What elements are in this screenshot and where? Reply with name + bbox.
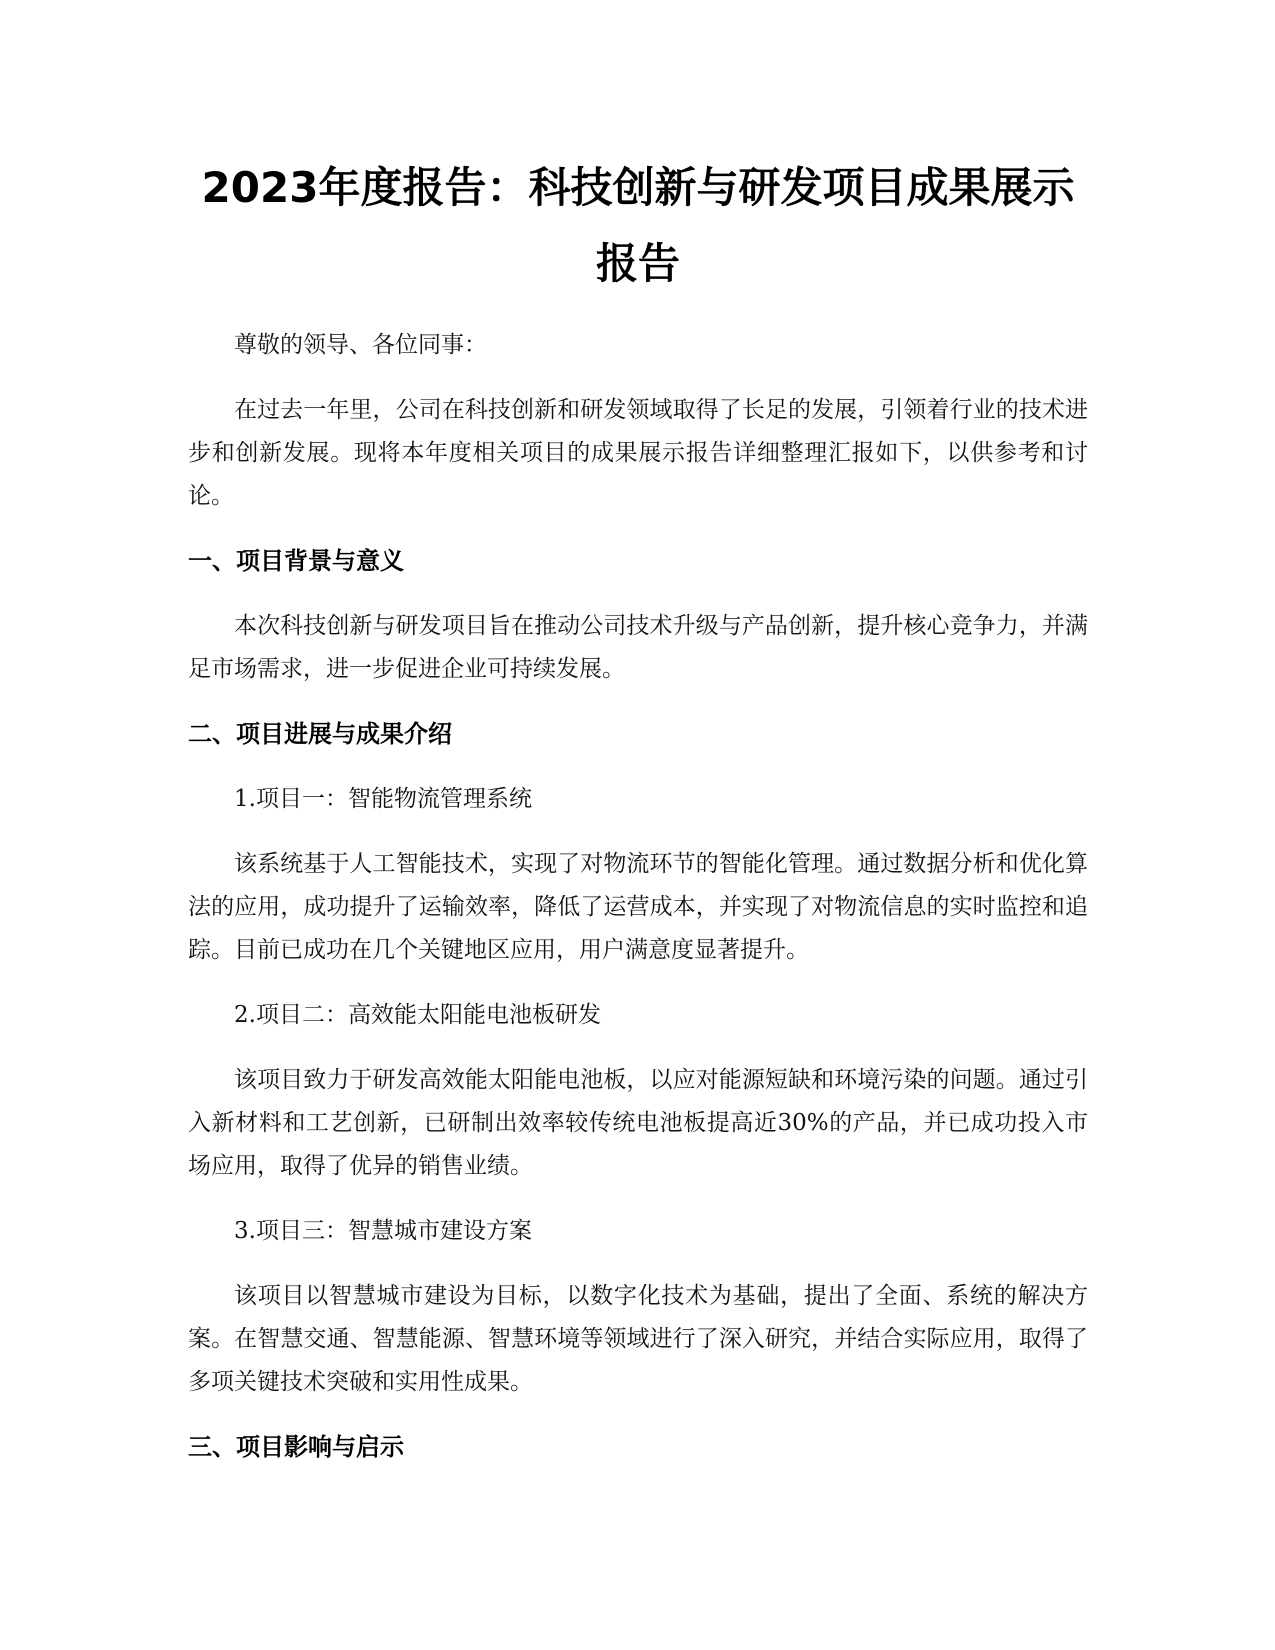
- intro-paragraph: 在过去一年里，公司在科技创新和研发领域取得了长足的发展，引领着行业的技术进步和创新发展。现将本年度相关项目的成果展示报告详细整理汇报如下，以供参考和讨论。: [188, 397, 1088, 509]
- greeting: 尊敬的领导、各位同事：: [234, 332, 487, 358]
- section-heading-progress: 二、项目进展与成果介绍: [188, 720, 452, 748]
- section-heading-background: 一、项目背景与意义: [188, 547, 404, 575]
- project-1-description: 该系统基于人工智能技术，实现了对物流环节的智能化管理。通过数据分析和优化算法的应用，成功提升了运输效率，降低了运营成本，并实现了对物流信息的实时监控和追踪。目前已成功在几个关键地区应用，用户满意度显著提升。: [188, 851, 1088, 963]
- document-title: 2023年度报告：科技创新与研发项目成果展示报告: [201, 163, 1075, 288]
- project-3-description: 该项目以智慧城市建设为目标，以数字化技术为基础，提出了全面、系统的解决方案。在智慧交通、智慧能源、智慧环境等领域进行了深入研究，并结合实际应用，取得了多项关键技术突破和实用性成果。: [188, 1283, 1088, 1395]
- project-3-label: 3.项目三：智慧城市建设方案: [234, 1218, 532, 1244]
- project-2-label: 2.项目二：高效能太阳能电池板研发: [234, 1002, 601, 1028]
- document-body: [188, 150, 1088, 1491]
- project-1-label: 1.项目一：智能物流管理系统: [234, 786, 532, 812]
- project-2-description: 该项目致力于研发高效能太阳能电池板，以应对能源短缺和环境污染的问题。通过引入新材料和工艺创新，已研制出效率较传统电池板提高近30%的产品，并已成功投入市场应用，取得了优异的销售业绩。: [188, 1067, 1088, 1179]
- section-heading-impact: 三、项目影响与启示: [188, 1433, 404, 1461]
- background-paragraph: 本次科技创新与研发项目旨在推动公司技术升级与产品创新，提升核心竞争力，并满足市场需求，进一步促进企业可持续发展。: [188, 613, 1088, 682]
